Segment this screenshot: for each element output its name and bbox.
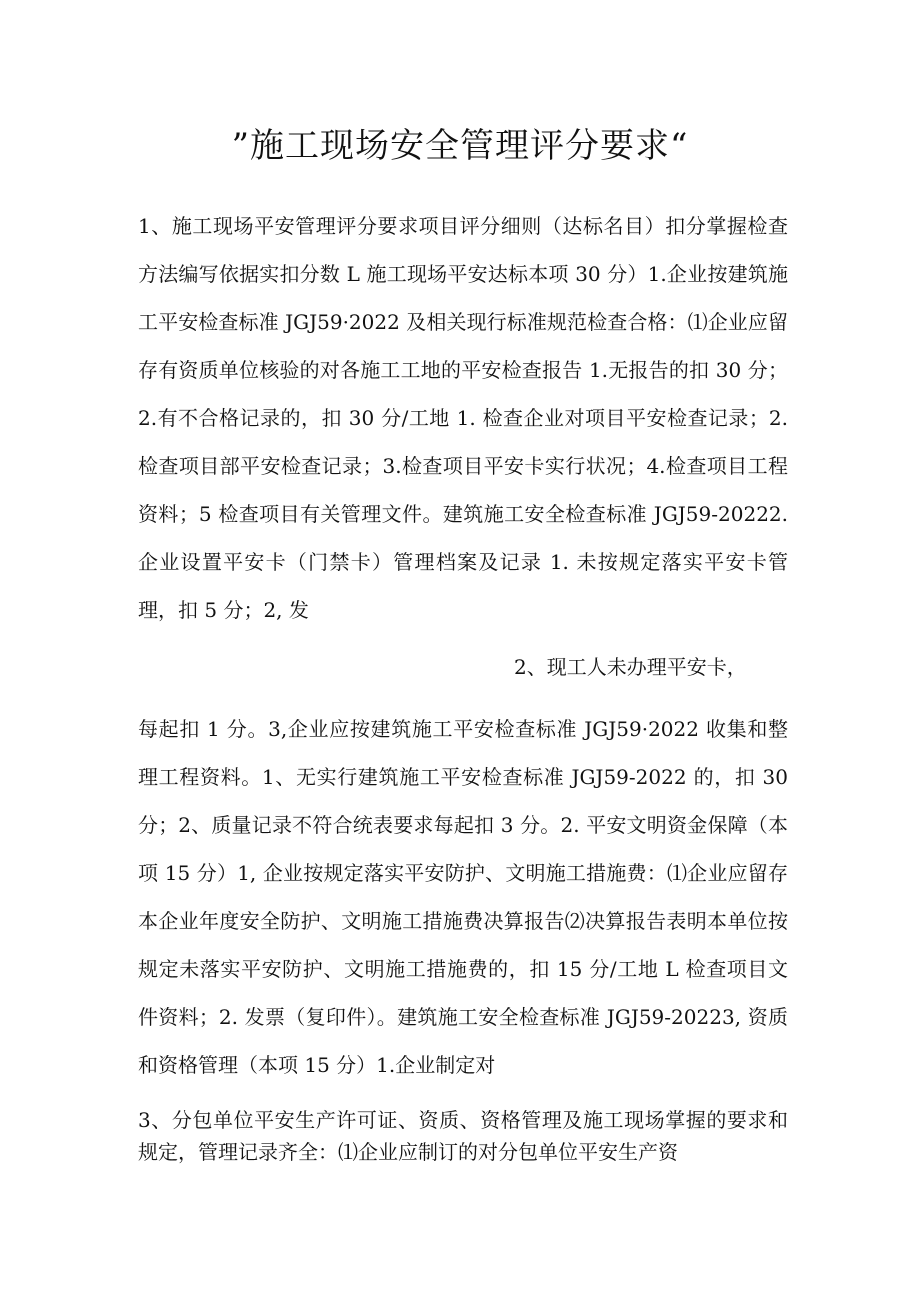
- paragraph-3: 每起扣 1 分。3,企业应按建筑施工平安检查标准 JGJ59·2022 收集和整理工程资料。1、无实行建筑施工平安检查标准 JGJ59-2022 的，扣 30 分；2、质量记录不符合统表要求每起扣 3 分。2. 平安文明资金保障（本项 15 分）1, 企业按规定落实平安防护、文明施工措施费：⑴企业应留存本企业年度安全防护、文明施工措施费决算报告⑵决算报告表明本单位按规定未落实平安防护、文明施工措施费的，扣 15 分/工地 L 检查项目文件资料；2. 发票（复印件）。建筑施工安全检查标准 JGJ59-20223, 资质和资格管理（本项 15 分）1.企业制定对: [138, 717, 788, 1077]
- paragraph-1: 1、施工现场平安管理评分要求项目评分细则（达标名目）扣分掌握检查方法编写依据实扣分数 L 施工现场平安达标本项 30 分）1.企业按建筑施工平安检查标准 JGJ59·2022 及相关现行标准规范检查合格：⑴企业应留存有资质单位核验的对各施工工地的平安检查报告 1.无报告的扣 30 分；2.有不合格记录的，扣 30 分/工地 1. 检查企业对项目平安检查记录；2.检查项目部平安检查记录；3.检查项目平安卡实行状况；4.检查项目工程资料；5 检查项目有关管理文件。建筑施工安全检查标准 JGJ59-20222. 企业设置平安卡（门禁卡）管理档案及记录 1. 未按规定落实平安卡管理，扣 5 分；2, 发: [138, 214, 788, 622]
- paragraph-4: 3、分包单位平安生产许可证、资质、资格管理及施工现场掌握的要求和规定，管理记录齐全：⑴企业应制订的对分包单位平安生产资: [138, 1108, 788, 1164]
- document-title: ”施工现场安全管理评分要求“: [231, 126, 689, 166]
- paragraph-2: 2、现工人未办理平安卡，: [514, 655, 747, 679]
